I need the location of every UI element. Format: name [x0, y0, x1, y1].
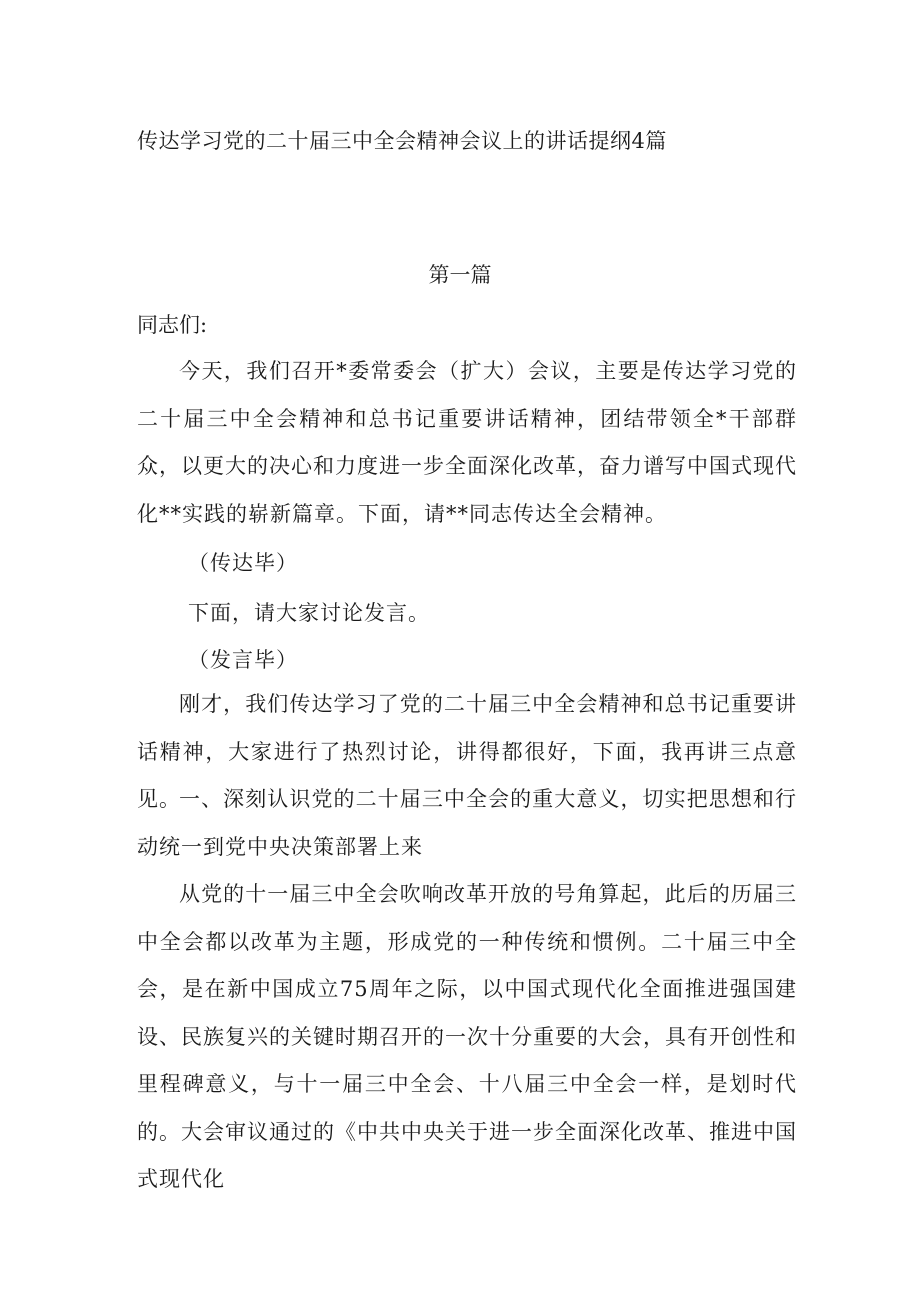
paragraph-significance: 从党的十一届三中全会吹响改革开放的号角算起，此后的历届三中全会都以改革为主题，形成党的一种传统和惯例。二十届三中全会，是在新中国成立75周年之际，以中国式现代化全面推进强国建设、民族复兴的关键时期召开的一次十分重要的大会，具有开创性和里程碑意义，与十一届三中全会、十八届三中全会一样，是划时代的。大会审议通过的《中共中央关于进一步全面深化改革、推进中国式现代化 [137, 882, 797, 1191]
salutation: 同志们: [137, 313, 208, 337]
note-speech-finished: （发言毕） [188, 648, 298, 672]
section-heading-one: 一、深刻认识党的二十届三中全会的重大意义，切实把思想和行动统一到党中央决策部署上来 [137, 787, 797, 859]
note-relay-finished: （传达毕） [188, 551, 298, 575]
document-title: 传达学习党的二十届三中全会精神会议上的讲话提纲4篇 [137, 129, 667, 153]
paragraph-opening: 今天，我们召开*委常委会（扩大）会议，主要是传达学习党的二十届三中全会精神和总书记重要讲话精神，团结带领全*干部群众，以更大的决心和力度进一步全面深化改革，奋力谱写中国式现代化**实践的崭新篇章。下面，请**同志传达全会精神。 [137, 359, 797, 526]
section-heading: 第一篇 [428, 263, 492, 287]
paragraph-summary: 刚才，我们传达学习了党的二十届三中全会精神和总书记重要讲话精神，大家进行了热烈讨论，讲得都很好，下面，我再讲三点意见。 [137, 692, 797, 811]
paragraph-discussion: 下面，请大家讨论发言。 [188, 601, 430, 625]
